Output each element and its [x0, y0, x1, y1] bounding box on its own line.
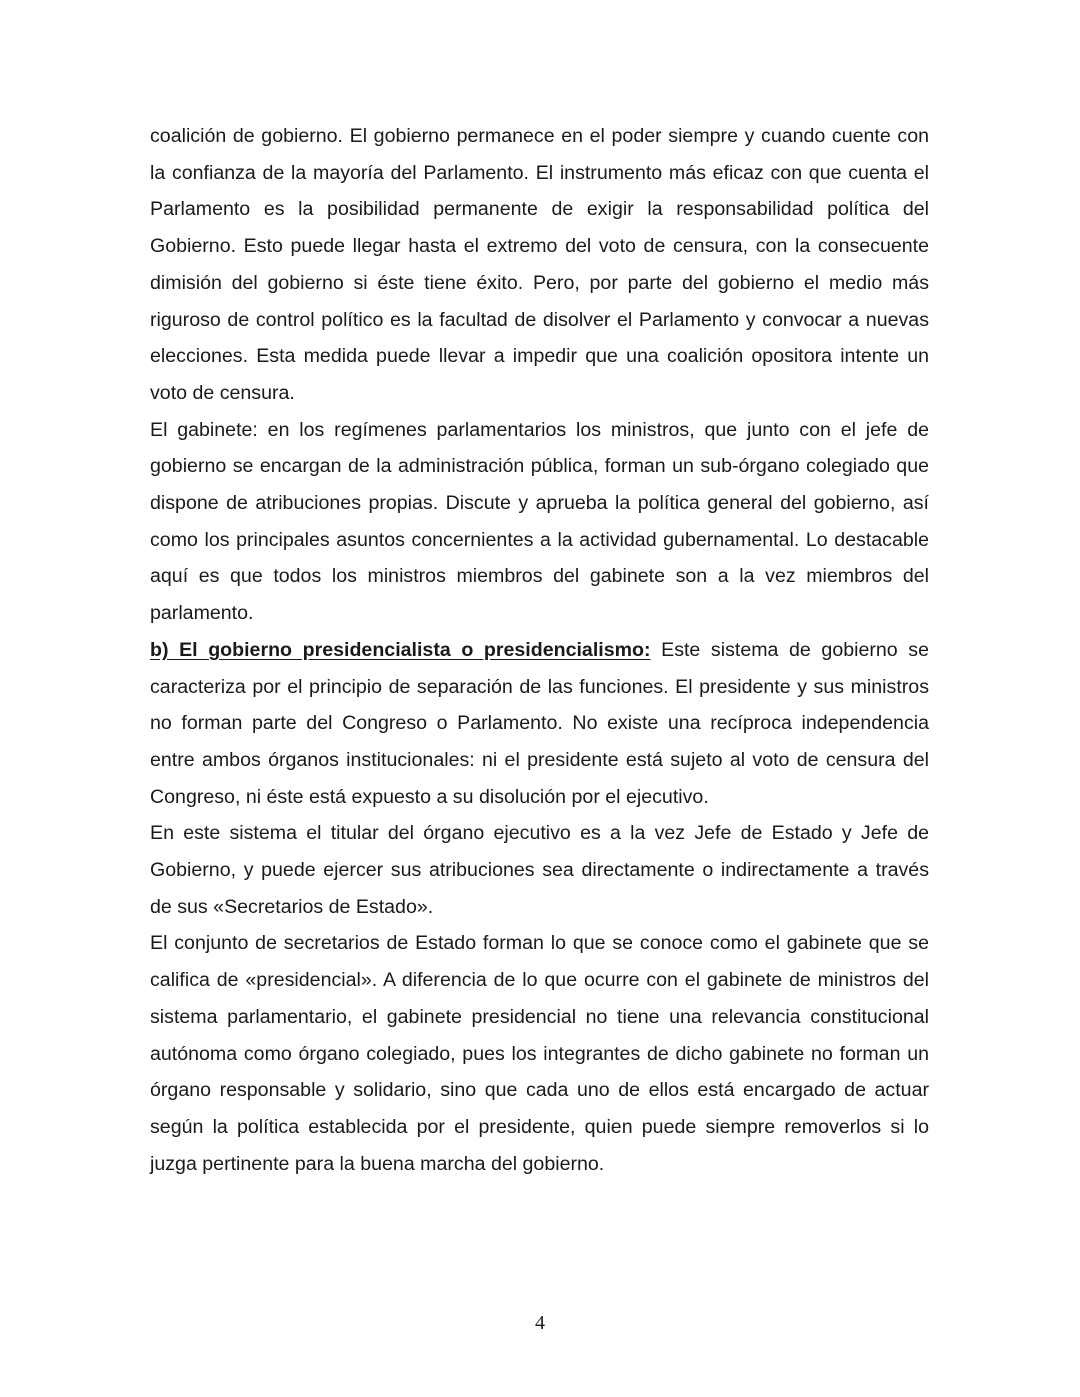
paragraph-cabinet: El gabinete: en los regímenes parlamentarios los ministros, que junto con el jefe de gobierno se encargan de la administración pública, forman un sub-órgano colegiado que dispone de atribuciones propias. Discute y aprueba la política general del gobierno, así como los principales asuntos concernientes a la actividad gubernamental. Lo destacable aquí es que todos los ministros miembros del gabinete son a la vez miembros del parlamento. [150, 418, 929, 625]
page-number: 4 [535, 1312, 545, 1334]
paragraph-executive-head: En este sistema el titular del órgano ejecutivo es a la vez Jefe de Estado y Jefe de Gobierno, y puede ejercer sus atribuciones sea directamente o indirectamente a través de sus «Secretarios de Estado». [150, 822, 929, 918]
document-body [150, 118, 929, 1182]
paragraph-parliament-control: coalición de gobierno. El gobierno permanece en el poder siempre y cuando cuente con la confianza de la mayoría del Parlamento. El instrumento más eficaz con que cuenta el Parlamento es la posibilidad permanente de exigir la responsabilidad política del Gobierno. Esto puede llegar hasta el extremo del voto de censura, con la consecuente dimisión del gobierno si éste tiene éxito. Pero, por parte del gobierno el medio más riguroso de control político es la facultad de disolver el Parlamento y convocar a nuevas elecciones. Esta medida puede llevar a impedir que una coalición opositora intente un voto de censura. [150, 125, 929, 404]
section-b-text: Este sistema de gobierno se caracteriza por el principio de separación de las funciones. El presidente y sus ministros no forman parte del Congreso o Parlamento. No existe una recíproca independencia entre ambos órganos institucionales: ni el presidente está sujeto al voto de censura del Congreso, ni éste está expuesto a su disolución por el ejecutivo. [150, 638, 929, 808]
paragraph-presidentialism [150, 632, 929, 816]
section-b-heading: b) El gobierno presidencialista o presidencialismo: [150, 638, 651, 661]
paragraph-presidential-cabinet: El conjunto de secretarios de Estado forman lo que se conoce como el gabinete que se califica de «presidencial». A diferencia de lo que ocurre con el gabinete de ministros del sistema parlamentario, el gabinete presidencial no tiene una relevancia constitucional autónoma como órgano colegiado, pues los integrantes de dicho gabinete no forman un órgano responsable y solidario, sino que cada uno de ellos está encargado de actuar según la política establecida por el presidente, quien puede siempre removerlos si lo juzga pertinente para la buena marcha del gobierno. [150, 932, 929, 1175]
